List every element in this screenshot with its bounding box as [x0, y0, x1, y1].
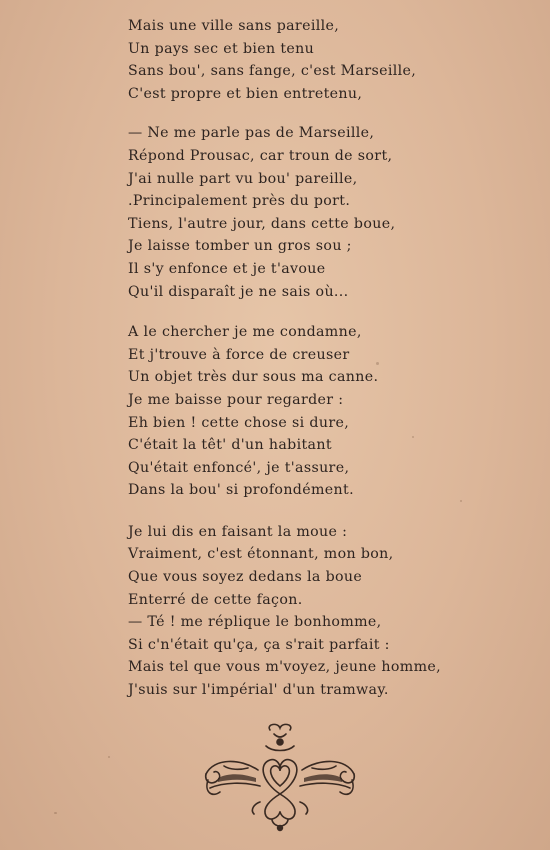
- verse-line: C'était la têt' d'un habitant: [128, 437, 332, 454]
- verse-line: Il s'y enfonce et je t'avoue: [128, 260, 326, 277]
- verse-line: — Ne me parle pas de Marseille,: [128, 125, 375, 142]
- verse-line: Sans bou', sans fange, c'est Marseille,: [128, 63, 417, 80]
- verse-line: Tiens, l'autre jour, dans cette boue,: [128, 215, 396, 232]
- paper-speck: [108, 756, 110, 758]
- stanza-2: [128, 122, 528, 303]
- verse-line: Vraiment, c'est étonnant, mon bon,: [128, 546, 394, 563]
- verse-line: Qu'il disparaît je ne sais où...: [128, 283, 349, 300]
- paper-speck: [376, 362, 379, 365]
- verse-line: Mais une ville sans pareille,: [128, 18, 340, 34]
- verse-line: Je lui dis en faisant la moue :: [128, 523, 348, 540]
- floral-vignette-icon: [200, 722, 360, 834]
- verse-line: Et j'trouve à force de creuser: [128, 346, 350, 363]
- paper-speck: [460, 500, 462, 502]
- verse-line: Que vous soyez dedans la boue: [128, 569, 363, 586]
- verse-line: Mais tel que vous m'voyez, jeune homme,: [128, 659, 442, 676]
- verse-line: — Té ! me réplique le bonhomme,: [128, 614, 382, 631]
- stanza-3: [128, 321, 528, 502]
- verse-line: Si c'n'était qu'ça, ça s'rait parfait :: [128, 636, 390, 653]
- paper-speck: [54, 812, 57, 814]
- verse-line: Enterré de cette façon.: [128, 591, 303, 608]
- verse-line: Dans la bou' si profondément.: [128, 482, 354, 499]
- paper-speck: [412, 436, 414, 438]
- verse-line: Je laisse tomber un gros sou ;: [128, 238, 352, 255]
- verse-line: J'suis sur l'impérial' d'un tramway.: [128, 682, 389, 699]
- stanza-1: [128, 15, 528, 105]
- verse-line: Un objet très dur sous ma canne.: [128, 369, 379, 386]
- verse-line: Un pays sec et bien tenu: [128, 40, 315, 57]
- poem: [128, 15, 528, 720]
- verse-line: C'est propre et bien entretenu,: [128, 85, 363, 102]
- verse-line: Répond Prousac, car troun de sort,: [128, 147, 393, 164]
- verse-line: J'ai nulle part vu bou' pareille,: [128, 170, 358, 187]
- verse-line: Qu'était enfoncé', je t'assure,: [128, 459, 350, 476]
- stanza-4: [128, 521, 528, 702]
- verse-line: Eh bien ! cette chose si dure,: [128, 414, 350, 431]
- verse-line: .Principalement près du port.: [128, 193, 351, 210]
- verse-line: A le chercher je me condamne,: [128, 324, 362, 341]
- verse-line: Je me baisse pour regarder :: [128, 391, 344, 408]
